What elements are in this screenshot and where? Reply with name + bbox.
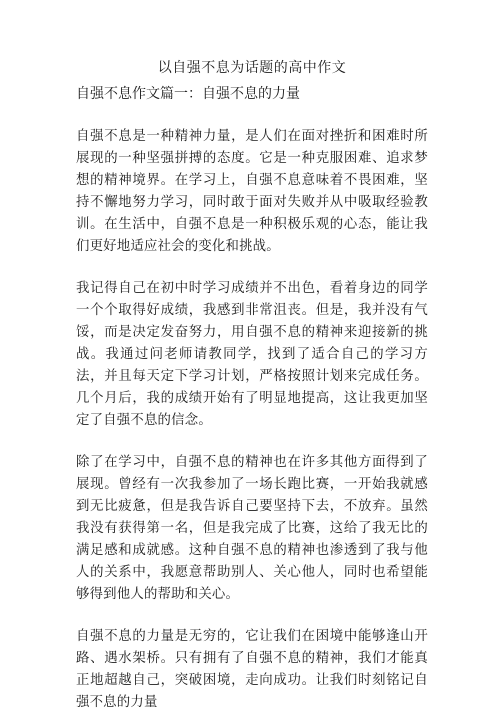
paragraph-3: 除了在学习中，自强不息的精神也在许多其他方面得到了展现。曾经有一次我参加了一场长跑比赛，一开始我就感到无比疲惫，但是我告诉自己要坚持下去，不放弃。虽然我没有获得第一名，但是我完成了比赛，这给了我无比的满足感和成就感。这种自强不息的精神也渗透到了我与他人的关系中，我愿意帮助别人、关心他人，同时也希望能够得到他人的帮助和关心。 [76,455,428,602]
section-heading: 自强不息作文篇一：自强不息的力量 [76,86,300,102]
paragraph-1: 自强不息是一种精神力量，是人们在面对挫折和困难时所展现的一种坚强拼搏的态度。它是一种克服困难、追求梦想的精神境界。在学习上，自强不息意味着不畏困难，坚持不懈地努力学习，同时敢于面对失败并从中吸取经验教训。在生活中，自强不息是一种积极乐观的心态，能让我们更好地适应社会的变化和挑战。 [76,129,428,254]
paragraph-2: 我记得自己在初中时学习成绩并不出色，看着身边的同学一个个取得好成绩，我感到非常沮丧。但是，我并没有气馁，而是决定发奋努力，用自强不息的精神来迎接新的挑战。我通过问老师请教同学，找到了适合自己的学习方法，并且每天定下学习计划，严格按照计划来完成任务。几个月后，我的成绩开始有了明显地提高，这让我更加坚定了自强不息的信念。 [76,281,428,428]
document-title: 以自强不息为话题的高中作文 [157,60,347,76]
paragraph-4: 自强不息的力量是无穷的，它让我们在困境中能够逢山开路、遇水架桥。只有拥有了自强不息的精神，我们才能真正地超越自己，突破困境，走向成功。让我们时刻铭记自强不息的力量 [76,629,428,710]
